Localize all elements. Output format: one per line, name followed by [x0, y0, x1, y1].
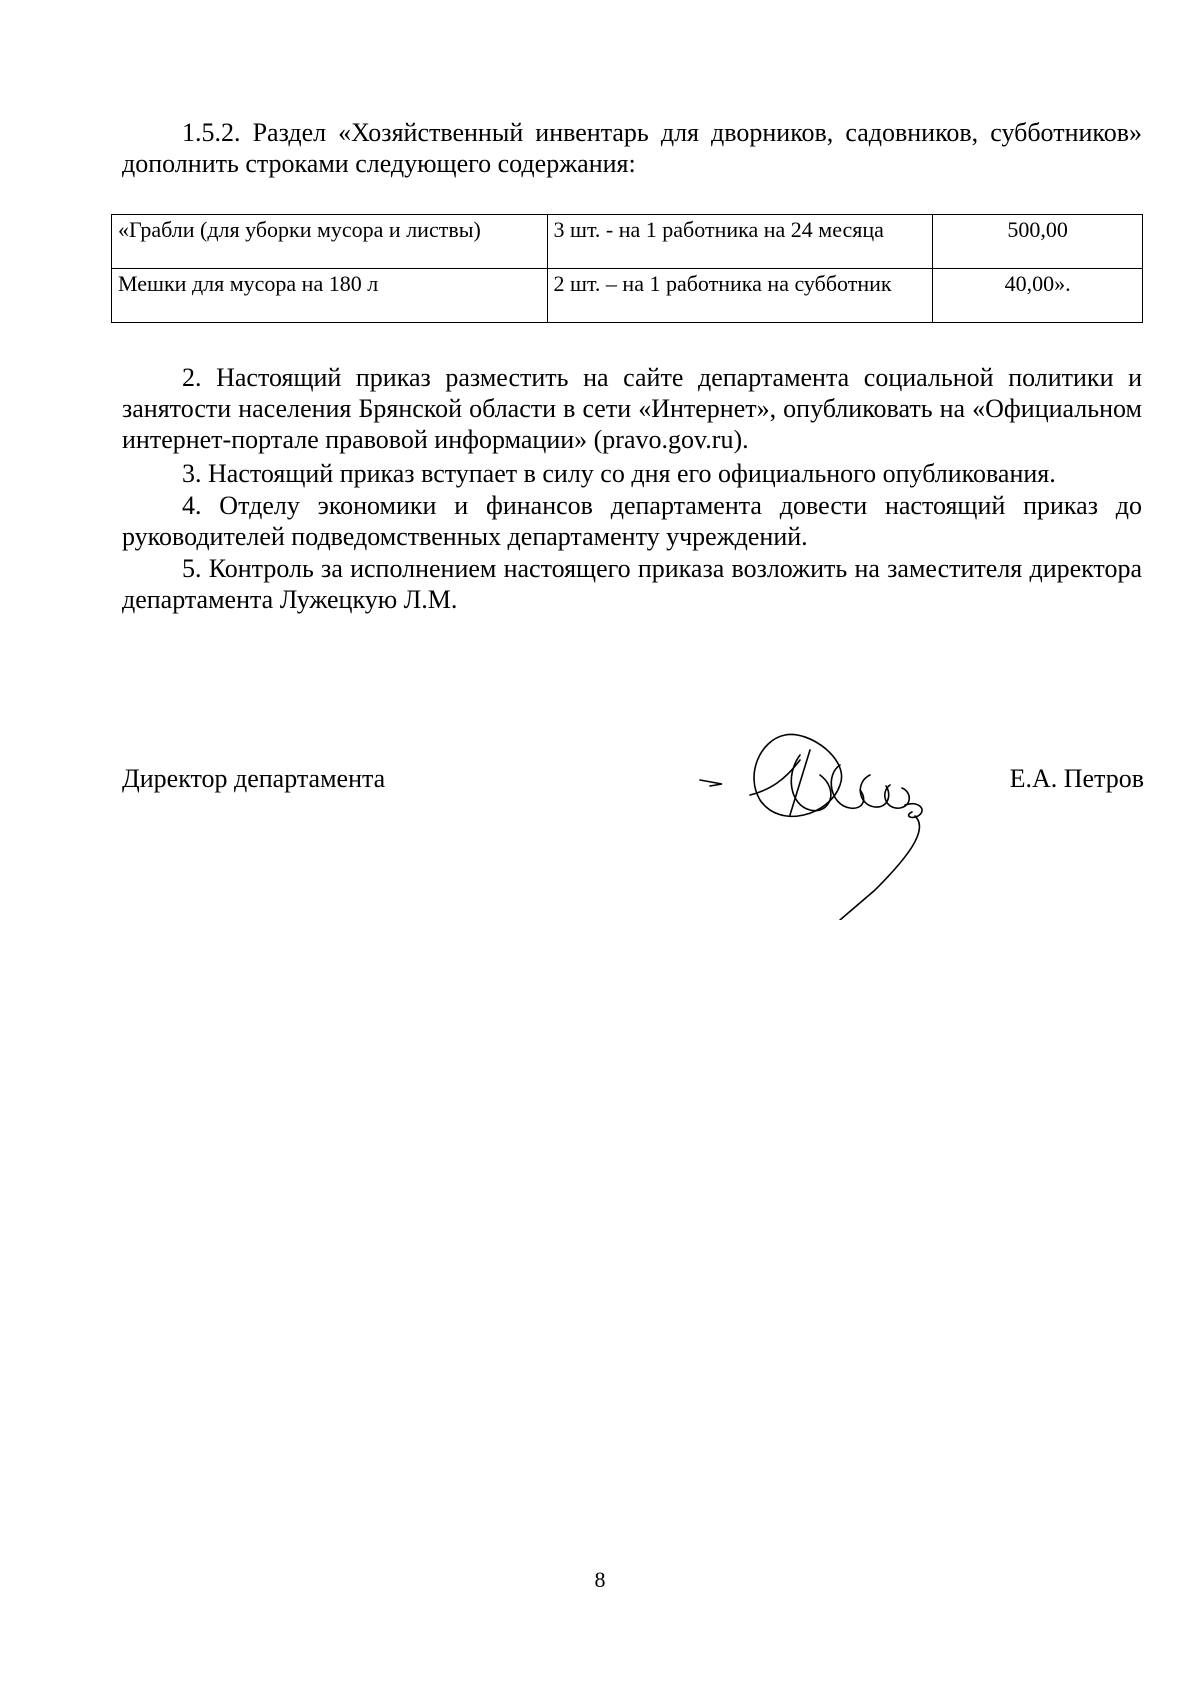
table-cell-norm: 2 шт. – на 1 работника на субботник — [547, 269, 933, 323]
table-cell-norm: 3 шт. - на 1 работника на 24 месяца — [547, 215, 933, 269]
intro-paragraph: 1.5.2. Раздел «Хозяйственный инвентарь для дворников, садовников, субботников» дополнить строками следующего содержания: — [122, 118, 1142, 178]
table-cell-price: 500,00 — [933, 215, 1143, 269]
table-cell-item: «Грабли (для уборки мусора и листвы) — [112, 215, 548, 269]
table-cell-item: Мешки для мусора на 180 л — [112, 269, 548, 323]
table-cell-price: 40,00». — [933, 269, 1143, 323]
signatory-title: Директор департамента — [122, 764, 386, 793]
paragraph-5: 5. Контроль за исполнением настоящего приказа возложить на заместителя директора департамента Лужецкую Л.М. — [122, 554, 1142, 614]
table-row — [112, 215, 1143, 269]
page-number: 8 — [594, 1567, 606, 1592]
table-row — [112, 269, 1143, 323]
inventory-table — [111, 214, 1143, 323]
paragraph-4: 4. Отделу экономики и финансов департамента довести настоящий приказ до руководителей подведомственных департаменту учреждений. — [122, 491, 1142, 551]
paragraph-2: 2. Настоящий приказ разместить на сайте департамента социальной политики и занятости населения Брянской области в сети «Интернет», опубликовать на «Официальном интернет-портале правовой информации» (pravo.gov.ru). — [122, 363, 1142, 454]
paragraph-3: 3. Настоящий приказ вступает в силу со дня его официального опубликования. — [182, 459, 1056, 488]
handwritten-signature — [690, 720, 980, 920]
signatory-name: Е.А. Петров — [1009, 764, 1144, 793]
